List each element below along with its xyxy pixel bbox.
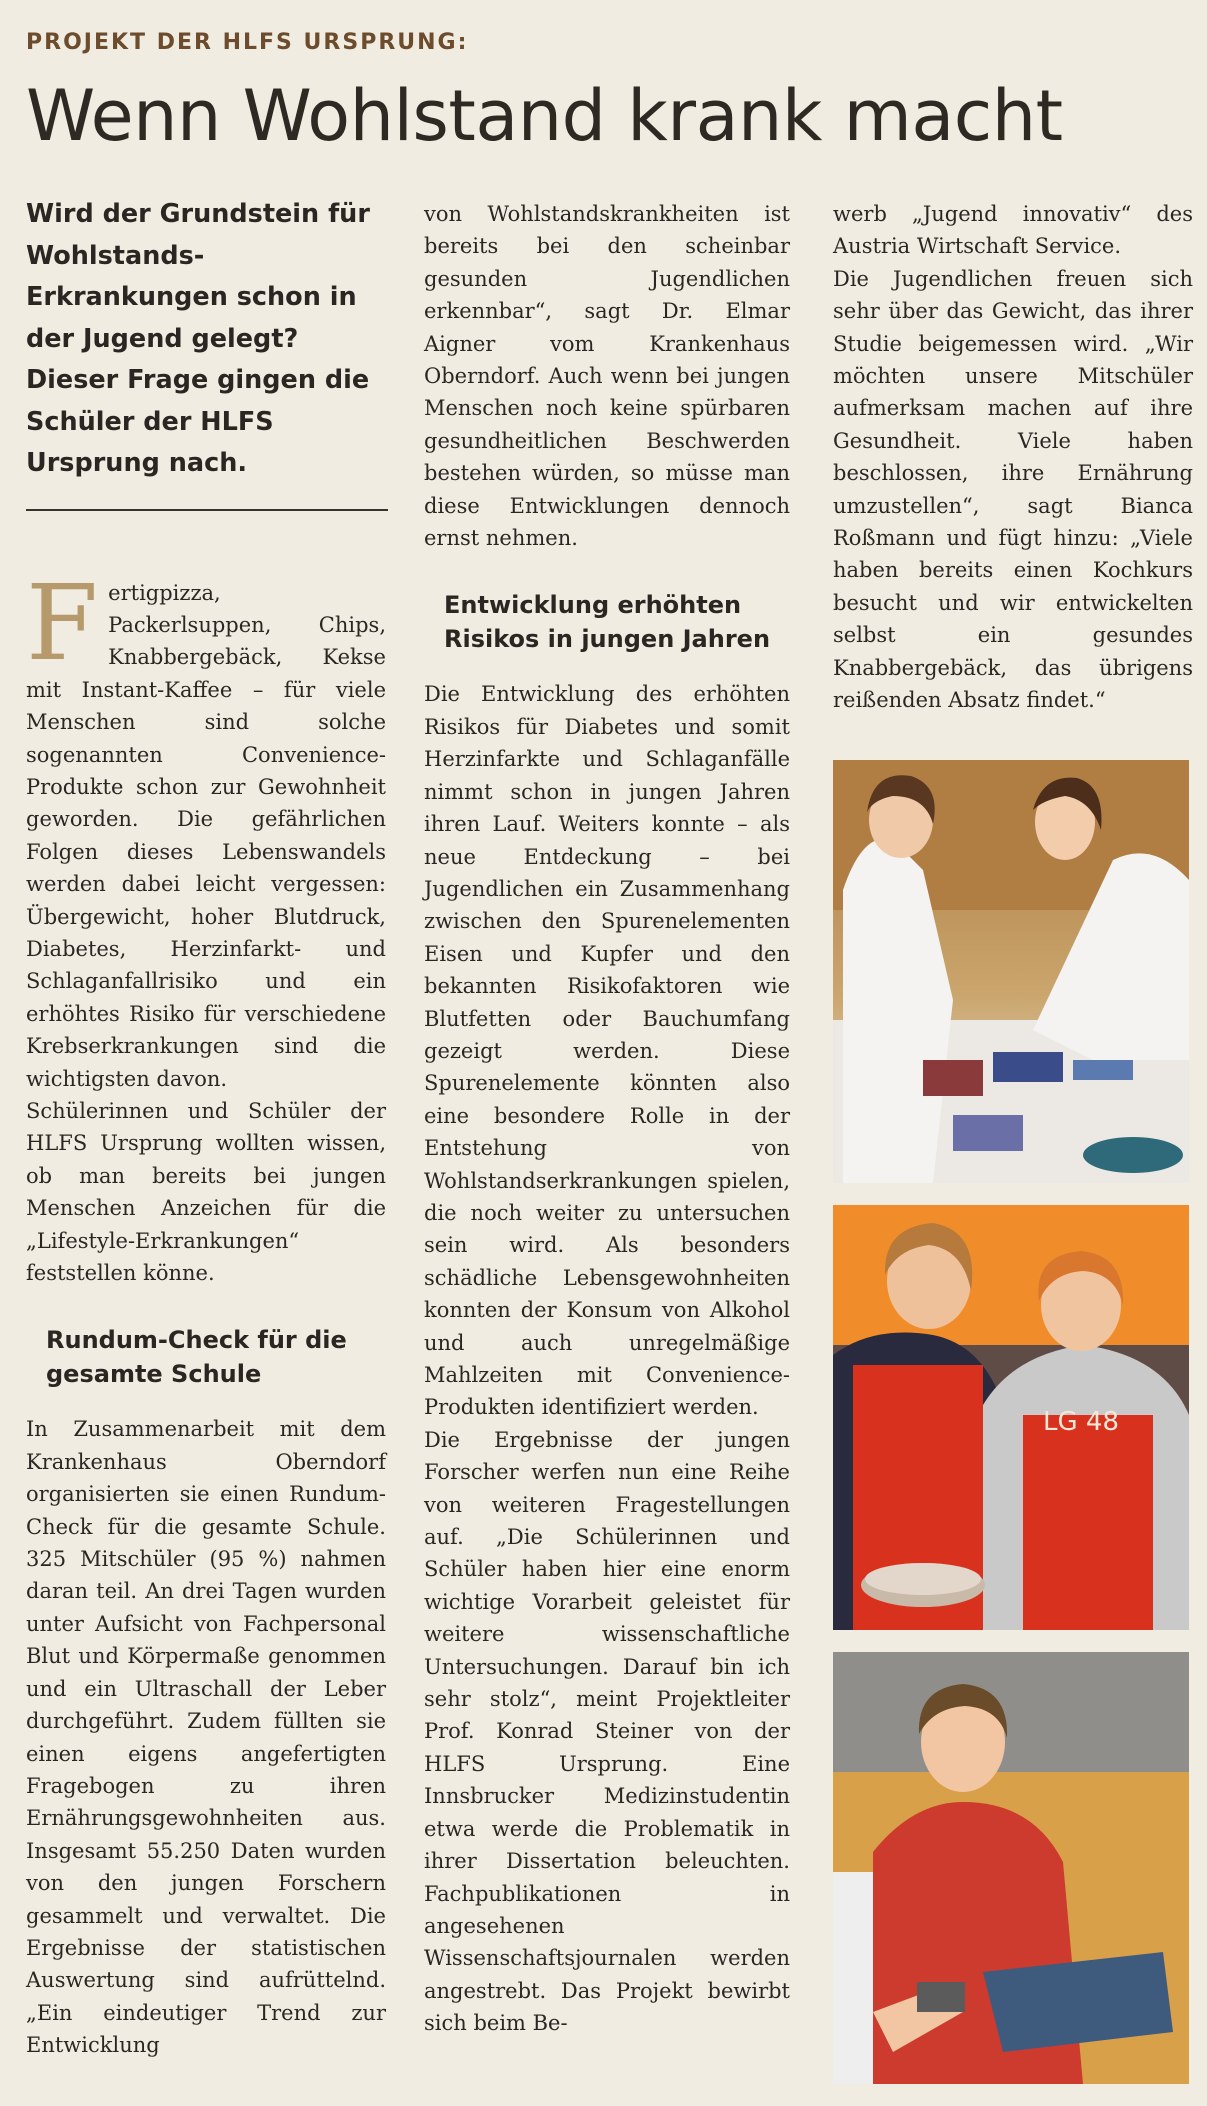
body-paragraph: Fertigpizza, Packerlsuppen, Chips, Knabbergebäck, Kekse mit Instant-Kaffee – für viele Menschen sind solche sogenannten Convenience-Produkte schon zur Gewohnheit geworden. Die gefährlichen Folgen dieses Lebenswandels werden dabei leicht vergessen: Übergewicht, hoher Blutdruck, Diabetes, Herzinfarkt- und Schlaganfallrisiko und ein erhöhtes Risiko für verschiedene Krebserkrankungen sind die wichtigsten davon. (26, 561, 386, 1091)
drop-cap: F (26, 561, 99, 684)
photo-boy-checkup (833, 1652, 1189, 2084)
photo-apron-students (833, 1205, 1189, 1630)
shirt-print-text: LG 48 (1043, 1407, 1119, 1437)
photo-lab-students (833, 760, 1189, 1183)
body-paragraph: Die Entwicklung des erhöhten Risikos für Diabetes und somit Herzinfarkte und Schlaganfälle nimmt schon in jungen Jahren ihren Lauf. Weiters konnte – als neue Entdeckung – bei Jugendlichen ein Zusammenhang zwischen den Spurenelementen Eisen und Kupfer und den bekannten Risikofaktoren wie Blutfetten oder Bauchumfang gezeigt werden. Diese Spurenelemente könnten also eine besondere Rolle in der Entstehung von Wohlstandserkrankungen spielen, die noch weiter zu untersuchen sein wird. Als besonders schädliche Lebensgewohnheiten konnten der Konsum von Alkohol und auch unregelmäßige Mahlzeiten mit Convenience-Produkten identifiziert werden. (424, 682, 790, 1420)
column-1 (26, 194, 386, 2062)
column-3 (833, 198, 1193, 717)
lead-paragraph: Wird der Grundstein für Wohlstands-Erkrankungen schon in der Jugend gelegt? Dieser Frage gingen die Schüler der HLFS Ursprung nach. (26, 199, 370, 478)
body-paragraph: Die Ergebnisse der jungen Forscher werfen nun eine Reihe von weiteren Fragestellungen auf. „Die Schülerinnen und Schüler haben hier eine enorm wichtige Vorarbeit geleistet für weitere wissenschaftliche Untersuchungen. Darauf bin ich sehr stolz“, meint Projektleiter Prof. Konrad Steiner von der HLFS Ursprung. Eine Innsbrucker Medizinstudentin etwa werde die Problematik in ihrer Dissertation beleuchten. Fachpublikationen in angesehenen Wissenschaftsjournalen werden angestrebt. Das Projekt bewirbt sich beim Be- (424, 1427, 790, 2036)
body-paragraph: Schülerinnen und Schüler der HLFS Ursprung wollten wissen, ob man bereits bei jungen Menschen Anzeichen für die „Lifestyle-Erkrankungen“ feststellen könne. (26, 1099, 386, 1286)
lead-divider (26, 509, 388, 511)
body-paragraph: In Zusammenarbeit mit dem Krankenhaus Oberndorf organisierten sie einen Rundum-Check für die gesamte Schule. 325 Mitschüler (95 %) nahmen daran teil. An drei Tagen wurden unter Aufsicht von Fachpersonal Blut und Körpermaße genommen und ein Ultraschall der Leber durchgeführt. Zudem füllten sie einen eigens angefertigten Fragebogen zu ihren Ernährungsgewohnheiten aus. Insgesamt 55.250 Daten wurden von den jungen Forschern gesammelt und verwaltet. Die Ergebnisse der statistischen Auswertung sind aufrüttelnd. „Ein eindeutiger Trend zur Entwicklung (26, 1417, 386, 2058)
column-2 (424, 198, 790, 2040)
body-paragraph: werb „Jugend innovativ“ des Austria Wirtschaft Service. (833, 202, 1193, 259)
subheading: Entwicklung erhöhten Risikos in jungen Jahren (444, 591, 771, 654)
subheading: Rundum-Check für die gesamte Schule (46, 1326, 347, 1389)
kicker: PROJEKT DER HLFS URSPRUNG: (26, 30, 469, 55)
body-paragraph: von Wohlstandskrankheiten ist bereits bei den scheinbar gesunden Jugendlichen erkennbar“, sagt Dr. Elmar Aigner vom Krankenhaus Oberndorf. Auch wenn bei jungen Menschen noch keine spürbaren gesundheitlichen Beschwerden bestehen würden, so müsse man diese Entwicklungen dennoch ernst nehmen. (424, 202, 790, 551)
headline: Wenn Wohlstand krank macht (26, 75, 1063, 157)
body-paragraph: Die Jugendlichen freuen sich sehr über das Gewicht, das ihrer Studie beigemessen wird. „Wir möchten unsere Mitschüler aufmerksam machen auf ihre Gesundheit. Viele haben beschlossen, ihre Ernährung umzustellen“, sagt Bianca Roßmann und fügt hinzu: „Viele haben bereits einen Kochkurs besucht und wir entwickelten selbst ein gesundes Knabbergebäck, das übrigens reißenden Absatz findet.“ (833, 266, 1193, 713)
